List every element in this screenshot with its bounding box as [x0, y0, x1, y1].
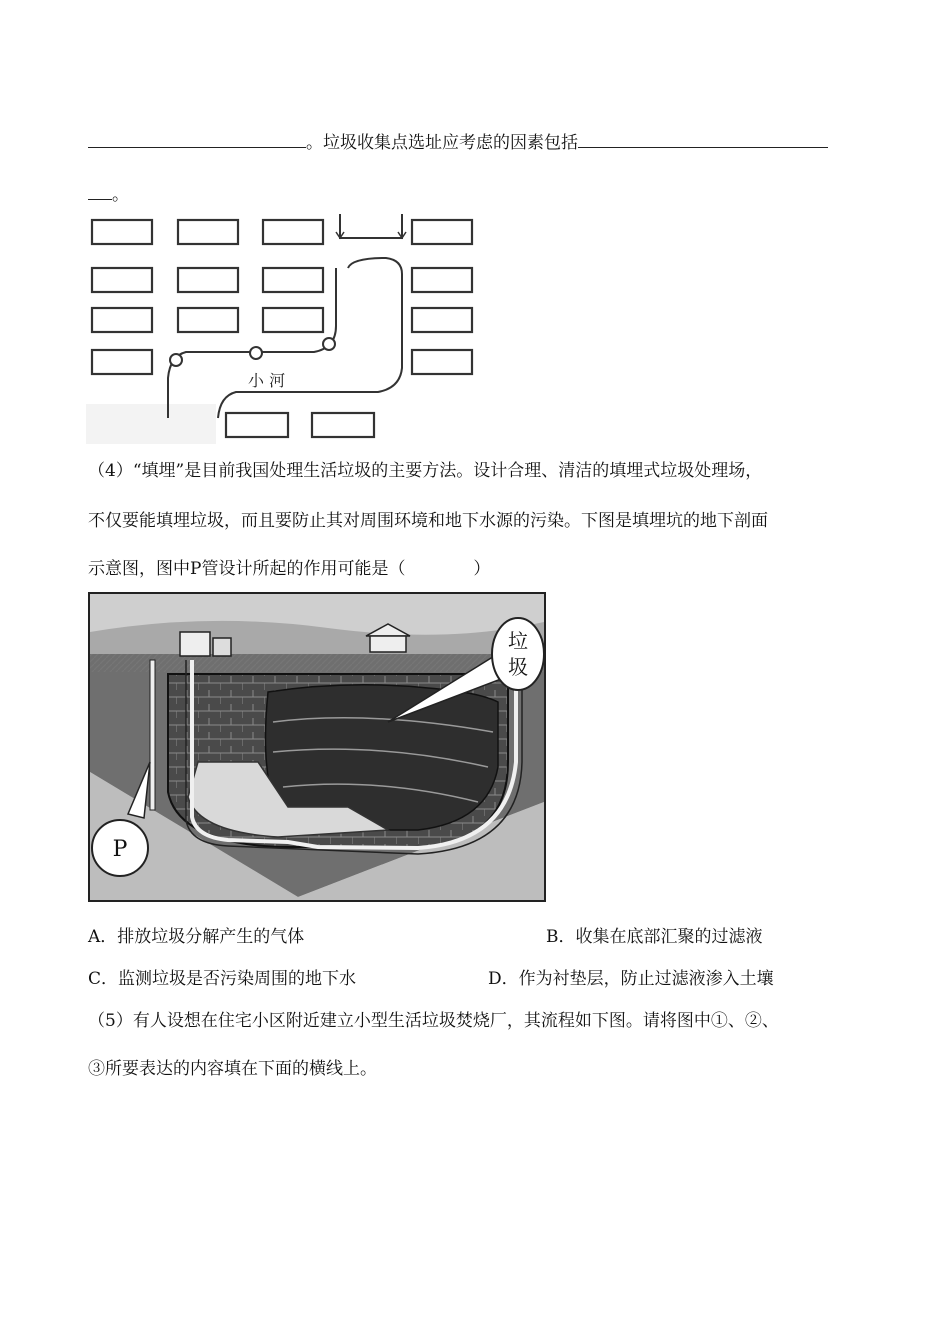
p-callout-label: P [112, 837, 128, 862]
q5-line-2: ③所要表达的内容填在下面的横线上。 [88, 1059, 377, 1079]
building-block [263, 268, 323, 292]
answer-blank[interactable] [88, 146, 306, 148]
residential-map-figure [86, 208, 478, 444]
q3-text: 。垃圾收集点选址应考虑的因素包括 [306, 133, 578, 153]
q4-line-3: 示意图，图中P管设计所起的作用可能是（ ） [88, 559, 491, 579]
building-block [263, 308, 323, 332]
vertical-pipe [150, 660, 155, 810]
garbage-callout-char-2: 圾 [508, 655, 528, 679]
q3-line [88, 128, 828, 153]
landfill-cross-section-figure [88, 592, 546, 902]
option-d[interactable]: D．作为衬垫层，防止过滤液渗入土壤 [488, 969, 774, 989]
collection-point [323, 338, 335, 350]
building-block [92, 268, 152, 292]
q4-line-2: 不仅要能填埋垃圾，而且要防止其对周围环境和地下水源的污染。下图是填埋坑的地下剖面 [88, 511, 768, 531]
option-c[interactable]: C．监测垃圾是否污染周围的地下水 [88, 969, 357, 989]
building-block [412, 268, 472, 292]
building-block [263, 220, 323, 244]
building-block [412, 308, 472, 332]
building-block [412, 350, 472, 374]
option-b[interactable]: B．收集在底部汇聚的过滤液 [546, 927, 763, 947]
building-block [92, 308, 152, 332]
building-block [412, 220, 472, 244]
answer-blank[interactable] [578, 146, 828, 148]
building-block [178, 220, 238, 244]
q3-tail-line [88, 180, 129, 205]
q5-line-1: （5）有人设想在住宅小区附近建立小型生活垃圾焚烧厂，其流程如下图。请将图中①、②、 [88, 1011, 779, 1031]
building-block [226, 413, 288, 437]
answer-blank[interactable] [88, 198, 112, 200]
river-label: 小 河 [248, 371, 286, 390]
q4-line-1: （4）“填埋”是目前我国处理生活垃圾的主要方法。设计合理、清洁的填埋式垃圾处理场， [88, 461, 763, 481]
building-block [178, 268, 238, 292]
collection-point [250, 347, 262, 359]
building-block [312, 413, 374, 437]
building-block [92, 350, 152, 374]
collection-point [170, 354, 182, 366]
building-block [92, 220, 152, 244]
option-a[interactable]: A．排放垃圾分解产生的气体 [88, 927, 305, 947]
building-block [178, 308, 238, 332]
q3-tail-text: 。 [112, 185, 129, 205]
garbage-callout-char-1: 垃 [508, 629, 528, 653]
